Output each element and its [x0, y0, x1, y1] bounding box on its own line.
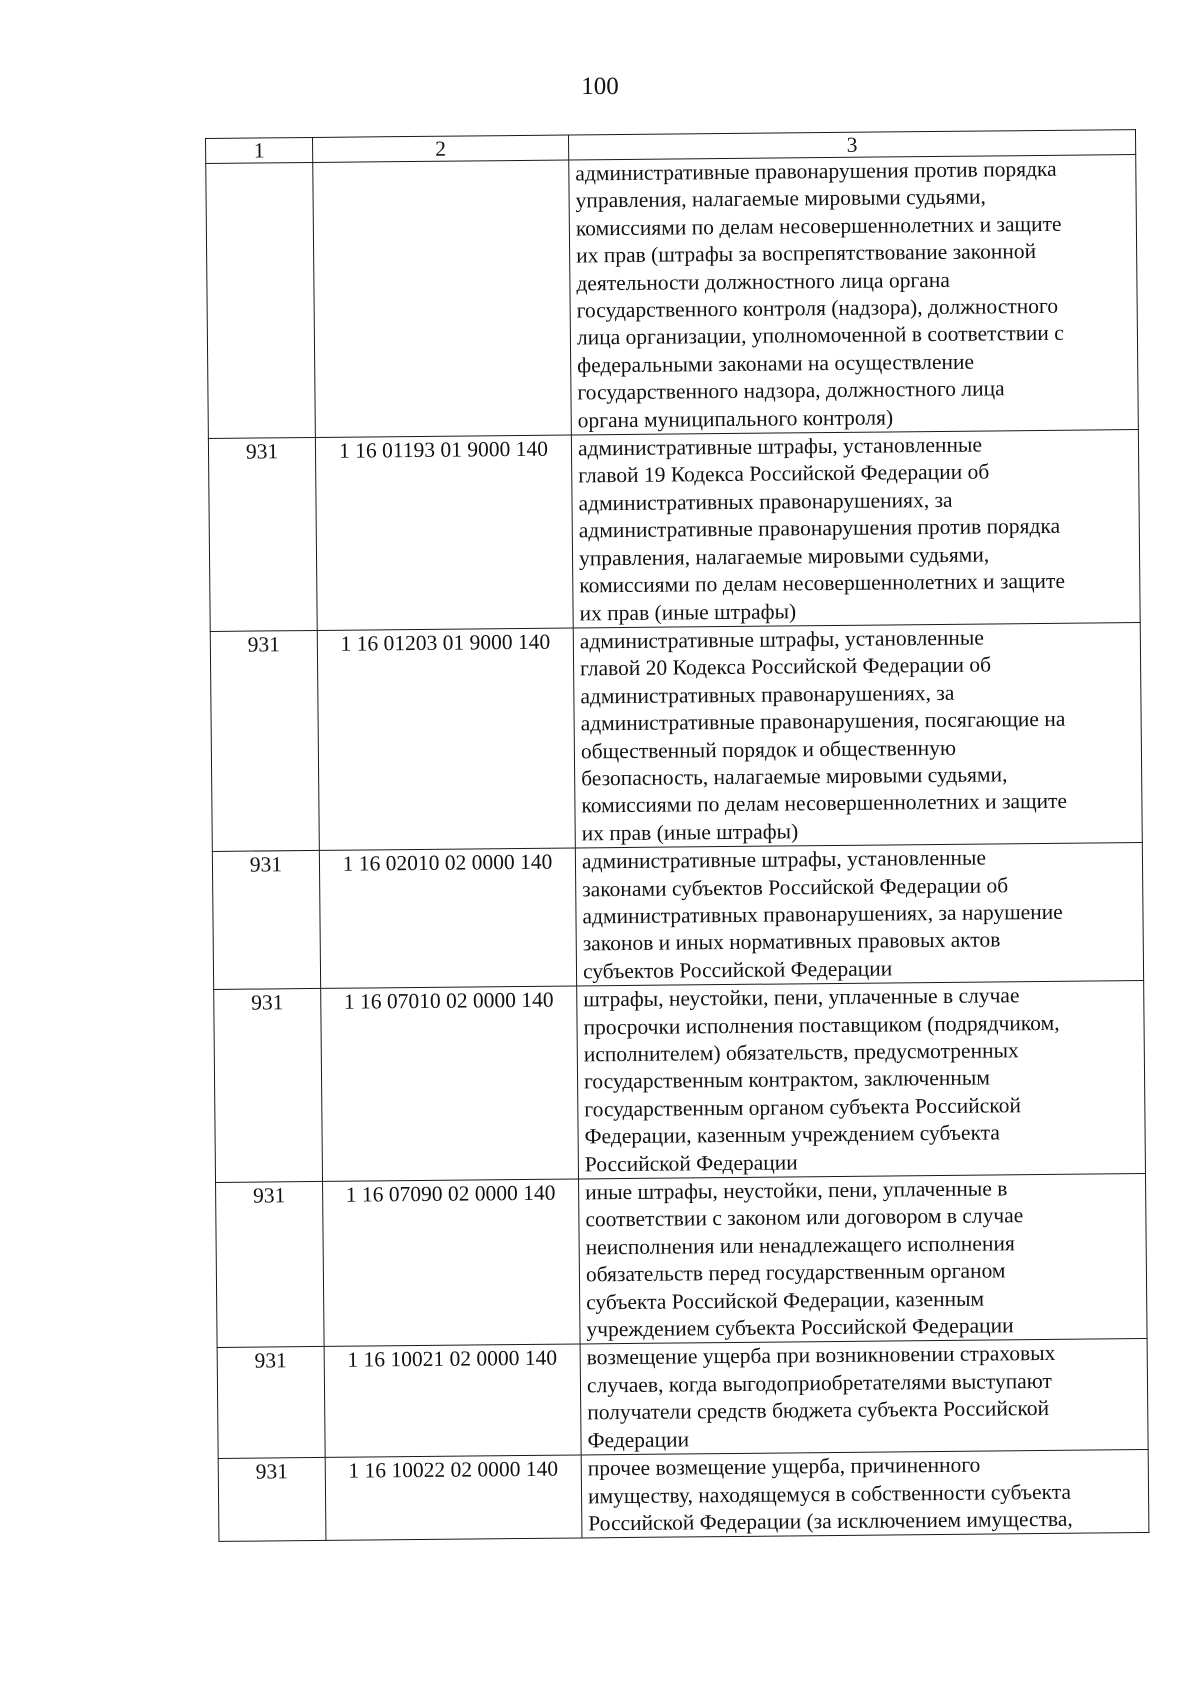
column-header-2: 2 — [312, 135, 568, 162]
description-cell — [581, 1450, 1149, 1539]
description-cell — [569, 155, 1139, 435]
description-cell — [571, 430, 1140, 628]
description-line: законов и иных нормативных правовых актов — [582, 927, 1001, 956]
description-line: административные штрафы, установленные — [581, 845, 987, 874]
budget-classification-code-cell — [313, 160, 572, 438]
budget-classification-code-cell: 1 16 01193 01 9000 140 — [315, 435, 573, 630]
description-line: Федерации, казенным учреждением субъекта — [584, 1120, 1001, 1149]
description-line: субъектов Российской Федерации — [582, 956, 893, 984]
budget-classification-code-cell: 1 16 10021 02 0000 140 — [324, 1344, 581, 1457]
description-line: неисполнения или ненадлежащего исполнения — [585, 1231, 1015, 1260]
budget-classification-code-cell: 1 16 01203 01 9000 140 — [317, 628, 575, 851]
admin-code-cell: 931 — [208, 438, 317, 632]
budget-classification-code-cell: 1 16 07010 02 0000 140 — [321, 986, 579, 1181]
description-line: Российской Федерации — [584, 1149, 798, 1177]
description-line: случаев, когда выгодоприобретателями выступают — [586, 1368, 1052, 1398]
description-cell — [575, 843, 1143, 986]
description-line: административных правонарушениях, за нарушение — [582, 899, 1063, 929]
admin-code-cell: 931 — [218, 1458, 326, 1542]
description-line: законами субъектов Российской Федерации об — [582, 872, 1009, 901]
description-line: административные правонарушения против порядка — [575, 156, 1057, 186]
admin-code-cell: 931 — [210, 630, 319, 851]
description-line: их прав (иные штрафы) — [579, 598, 797, 625]
table-row — [206, 155, 1139, 439]
description-line: государственным органом субъекта Российской — [584, 1093, 1022, 1122]
description-line: административных правонарушениях, за — [578, 487, 953, 516]
table-row — [208, 430, 1140, 632]
description-line: учреждением субъекта Российской Федерации — [586, 1313, 1014, 1342]
description-line: Федерации — [587, 1427, 690, 1453]
description-line: федеральными законами на осуществление — [577, 349, 975, 378]
column-header-1: 1 — [206, 137, 313, 163]
description-line: главой 19 Кодекса Российской Федерации об — [578, 459, 990, 488]
description-cell — [579, 1174, 1148, 1345]
description-line: деятельности должностного лица органа — [576, 267, 950, 296]
description-line: субъекта Российской Федерации, казенным — [586, 1286, 985, 1315]
description-line: исполнителем) обязательств, предусмотренных — [583, 1038, 1019, 1067]
description-cell — [577, 981, 1146, 1179]
description-line: их прав (иные штрафы) — [581, 819, 799, 846]
admin-code-cell: 931 — [214, 989, 323, 1183]
table-row — [218, 1450, 1149, 1542]
description-line: безопасность, налагаемые мировыми судьями, — [581, 762, 1008, 791]
page-number: 100 — [581, 73, 619, 100]
description-line: административных правонарушениях, за — [580, 680, 955, 709]
budget-code-table — [205, 129, 1149, 1542]
description-line: административные штрафы, установленные — [579, 625, 984, 654]
description-line: штрафы, неустойки, пени, уплаченные в случае — [583, 983, 1020, 1012]
admin-code-cell — [206, 162, 316, 438]
description-line: лица организации, уполномоченной в соответствии с — [576, 321, 1064, 350]
description-line: просрочки исполнения поставщиком (подрядчиком, — [583, 1010, 1060, 1040]
description-line: их прав (штрафы за воспрепятствование законной — [576, 239, 1037, 268]
description-line: административные правонарушения против порядка — [578, 514, 1061, 543]
description-line: органа муниципального контроля) — [577, 405, 894, 433]
description-line: административные правонарушения, посягающие на — [580, 706, 1066, 736]
budget-classification-code-cell: 1 16 02010 02 0000 140 — [319, 848, 576, 988]
description-line: прочее возмещение ущерба, причиненного — [587, 1452, 981, 1481]
description-line: административные штрафы, установленные — [577, 432, 983, 461]
description-line: управления, налагаемые мировыми судьями, — [578, 542, 990, 571]
description-line: главой 20 Кодекса Российской Федерации об — [579, 652, 992, 681]
description-line: Российской Федерации (за исключением имущества, — [588, 1506, 1073, 1536]
budget-classification-code-cell: 1 16 07090 02 0000 140 — [323, 1179, 581, 1347]
description-line: общественный порядок и общественную — [580, 735, 957, 763]
description-line: комиссиями по делам несовершеннолетних и защите — [579, 568, 1066, 598]
column-header-3: 3 — [568, 130, 1135, 160]
description-line: соответствии с законом или договором в случае — [585, 1203, 1024, 1232]
description-line: обязательств перед государственным органом — [585, 1258, 1006, 1287]
description-line: получатели средств бюджета субъекта Российской — [587, 1396, 1050, 1425]
table-row — [216, 1174, 1148, 1348]
table-row — [210, 622, 1142, 851]
description-line: управления, налагаемые мировыми судьями, — [575, 184, 986, 213]
description-line: иные штрафы, неустойки, пени, уплаченные в — [585, 1176, 1008, 1205]
description-cell — [580, 1339, 1148, 1455]
table-body — [206, 155, 1149, 1542]
description-line: комиссиями по делам несовершеннолетних и защите — [581, 789, 1068, 818]
admin-code-cell: 931 — [212, 851, 320, 990]
budget-classification-code-cell: 1 16 10022 02 0000 140 — [325, 1455, 582, 1541]
description-line: государственного контроля (надзора), должностного — [576, 293, 1059, 323]
description-line: имуществу, находящемуся в собственности субъекта — [587, 1479, 1072, 1508]
description-line: комиссиями по делам несовершеннолетних и защите — [575, 211, 1062, 241]
description-cell — [573, 622, 1142, 848]
description-line: возмещение ущерба при возникновении страховых — [586, 1341, 1056, 1370]
admin-code-cell: 931 — [217, 1347, 325, 1459]
table-row — [217, 1339, 1148, 1459]
description-line: государственным контрактом, заключенным — [583, 1065, 990, 1094]
table-row — [214, 981, 1146, 1183]
description-line: государственного надзора, должностного лица — [577, 376, 1005, 405]
table-row — [212, 843, 1143, 990]
admin-code-cell: 931 — [216, 1181, 325, 1347]
